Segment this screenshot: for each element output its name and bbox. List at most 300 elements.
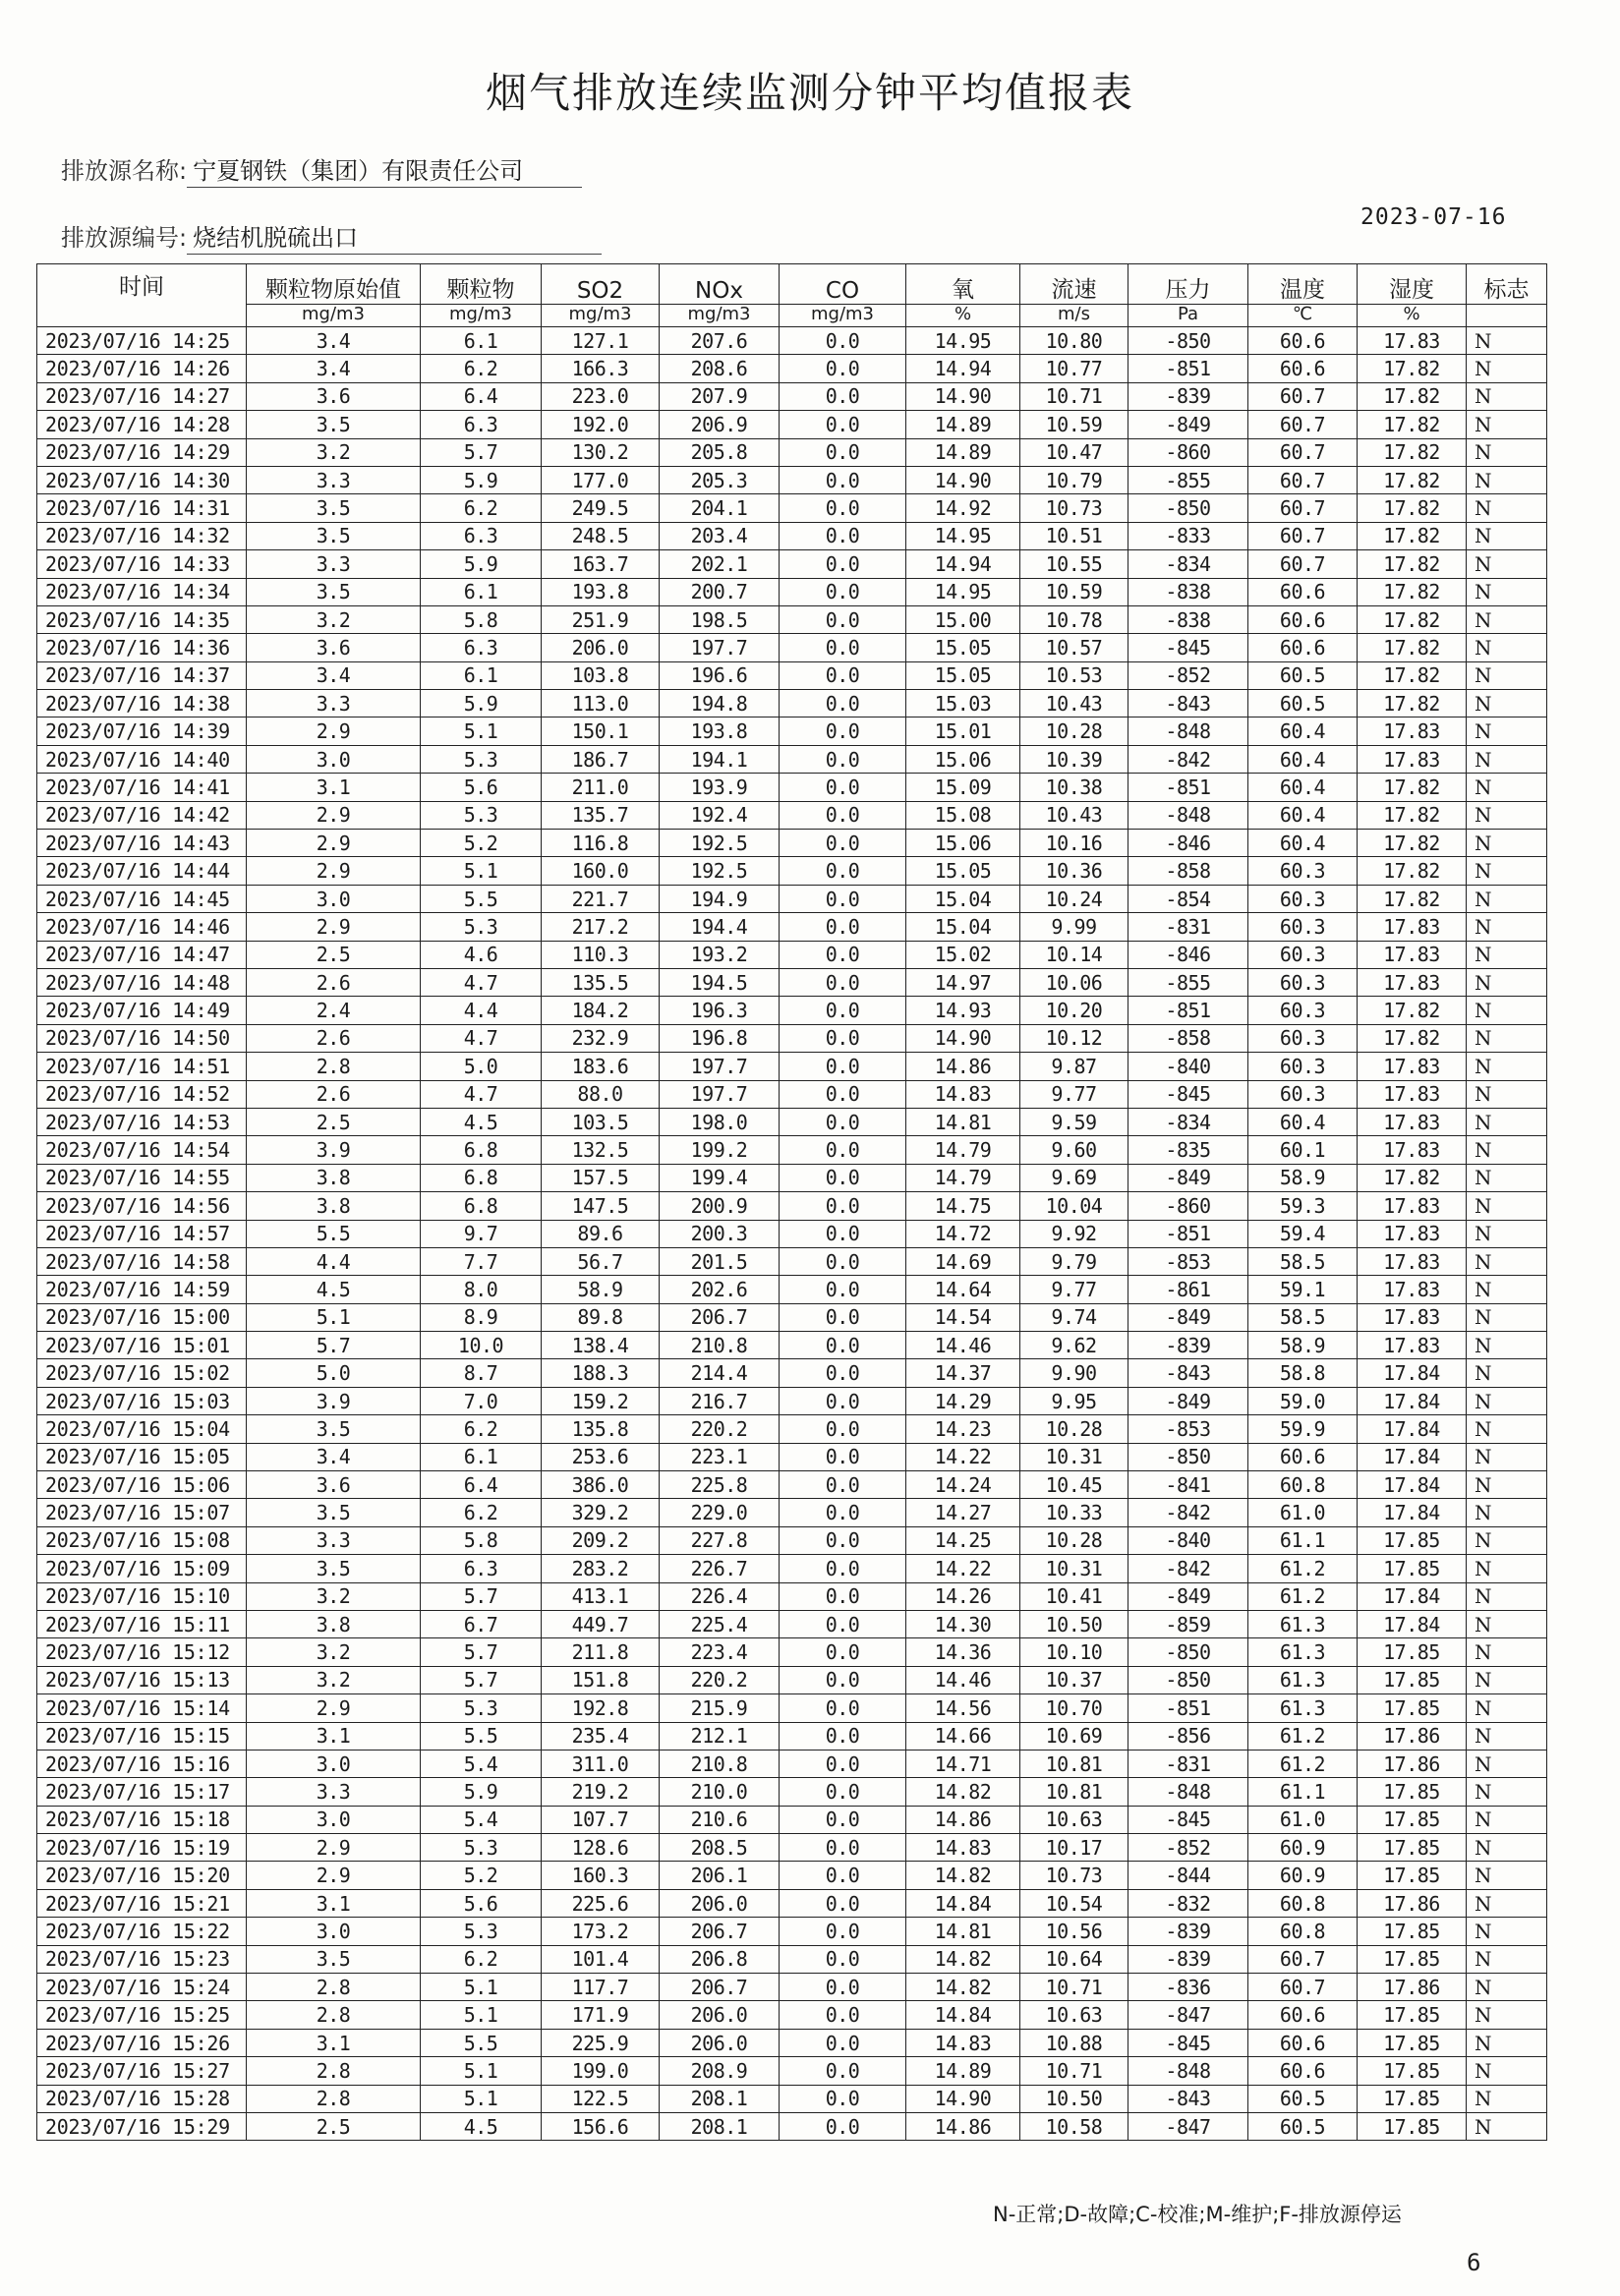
- value-cell: 60.4: [1248, 801, 1358, 829]
- flag-cell: N: [1467, 968, 1547, 996]
- value-cell: 223.4: [660, 1638, 780, 1666]
- value-cell: -839: [1128, 1332, 1248, 1359]
- value-cell: 60.1: [1248, 1136, 1358, 1164]
- value-cell: 192.0: [542, 411, 660, 438]
- value-cell: 194.8: [660, 690, 780, 718]
- value-cell: -834: [1128, 550, 1248, 578]
- value-cell: 3.2: [247, 1638, 421, 1666]
- value-cell: 248.5: [542, 522, 660, 549]
- value-cell: 61.2: [1248, 1722, 1358, 1750]
- value-cell: 5.1: [421, 2085, 542, 2112]
- time-cell: 2023/07/16 15:25: [37, 2001, 247, 2029]
- table-row: [37, 1778, 1547, 1806]
- value-cell: 10.04: [1020, 1192, 1128, 1220]
- value-cell: 17.84: [1358, 1415, 1467, 1443]
- value-cell: 202.6: [660, 1276, 780, 1303]
- value-cell: 17.83: [1358, 327, 1467, 355]
- value-cell: 10.39: [1020, 745, 1128, 773]
- value-cell: 386.0: [542, 1471, 660, 1499]
- table-row: [37, 885, 1547, 912]
- value-cell: 3.8: [247, 1164, 421, 1191]
- column-unit: %: [906, 305, 1020, 327]
- value-cell: 0.0: [780, 1415, 906, 1443]
- value-cell: 17.84: [1358, 1499, 1467, 1526]
- value-cell: 6.1: [421, 327, 542, 355]
- value-cell: 60.6: [1248, 605, 1358, 633]
- column-header: 湿度: [1358, 264, 1467, 305]
- value-cell: 10.58: [1020, 2113, 1128, 2141]
- value-cell: 17.82: [1358, 885, 1467, 912]
- value-cell: 17.85: [1358, 1778, 1467, 1806]
- value-cell: 202.1: [660, 550, 780, 578]
- value-cell: 4.5: [247, 1276, 421, 1303]
- value-cell: 2.8: [247, 1053, 421, 1080]
- value-cell: 3.4: [247, 355, 421, 382]
- flag-cell: N: [1467, 1024, 1547, 1052]
- value-cell: 14.83: [906, 1080, 1020, 1108]
- value-cell: 9.60: [1020, 1136, 1128, 1164]
- value-cell: 0.0: [780, 1834, 906, 1862]
- value-cell: 3.3: [247, 1778, 421, 1806]
- value-cell: 6.3: [421, 1555, 542, 1582]
- value-cell: 206.0: [660, 1889, 780, 1917]
- value-cell: 3.1: [247, 1722, 421, 1750]
- column-unit: mg/m3: [421, 305, 542, 327]
- value-cell: 159.2: [542, 1387, 660, 1414]
- value-cell: 10.71: [1020, 1974, 1128, 2001]
- value-cell: 10.28: [1020, 1526, 1128, 1554]
- value-cell: 60.6: [1248, 2029, 1358, 2056]
- time-cell: 2023/07/16 15:09: [37, 1555, 247, 1582]
- value-cell: 103.5: [542, 1108, 660, 1135]
- value-cell: 210.8: [660, 1332, 780, 1359]
- value-cell: 208.6: [660, 355, 780, 382]
- time-cell: 2023/07/16 14:58: [37, 1247, 247, 1275]
- value-cell: 208.5: [660, 1834, 780, 1862]
- value-cell: 194.1: [660, 745, 780, 773]
- value-cell: 132.5: [542, 1136, 660, 1164]
- source-name-field: [61, 151, 582, 188]
- value-cell: 206.7: [660, 1918, 780, 1945]
- value-cell: 0.0: [780, 2057, 906, 2085]
- value-cell: 14.82: [906, 1778, 1020, 1806]
- value-cell: 8.9: [421, 1303, 542, 1331]
- value-cell: 130.2: [542, 438, 660, 466]
- value-cell: 3.2: [247, 1666, 421, 1693]
- value-cell: 0.0: [780, 1778, 906, 1806]
- unit-row: [37, 305, 1547, 327]
- table-row: [37, 466, 1547, 493]
- value-cell: 59.3: [1248, 1192, 1358, 1220]
- table-row: [37, 1555, 1547, 1582]
- value-cell: 17.82: [1358, 830, 1467, 857]
- table-row: [37, 1974, 1547, 2001]
- time-cell: 2023/07/16 14:45: [37, 885, 247, 912]
- value-cell: 14.23: [906, 1415, 1020, 1443]
- value-cell: 17.82: [1358, 438, 1467, 466]
- table-row: [37, 1443, 1547, 1470]
- flag-cell: N: [1467, 1945, 1547, 1973]
- value-cell: 10.31: [1020, 1555, 1128, 1582]
- table-row: [37, 941, 1547, 968]
- value-cell: -838: [1128, 578, 1248, 605]
- table-row: [37, 1582, 1547, 1610]
- value-cell: 200.7: [660, 578, 780, 605]
- value-cell: 0.0: [780, 2029, 906, 2056]
- value-cell: 3.5: [247, 411, 421, 438]
- flag-cell: N: [1467, 1220, 1547, 1247]
- value-cell: 9.69: [1020, 1164, 1128, 1191]
- value-cell: 5.1: [421, 1974, 542, 2001]
- value-cell: 5.2: [421, 830, 542, 857]
- column-header: 流速: [1020, 264, 1128, 305]
- flag-cell: N: [1467, 578, 1547, 605]
- value-cell: 4.4: [421, 997, 542, 1024]
- value-cell: 201.5: [660, 1247, 780, 1275]
- value-cell: 186.7: [542, 745, 660, 773]
- value-cell: 5.7: [421, 438, 542, 466]
- flag-cell: N: [1467, 941, 1547, 968]
- page-number: 6: [1467, 2249, 1481, 2276]
- value-cell: -846: [1128, 830, 1248, 857]
- time-cell: 2023/07/16 14:38: [37, 690, 247, 718]
- flag-cell: N: [1467, 1889, 1547, 1917]
- value-cell: 14.27: [906, 1499, 1020, 1526]
- value-cell: -843: [1128, 690, 1248, 718]
- value-cell: -849: [1128, 1164, 1248, 1191]
- value-cell: 3.9: [247, 1387, 421, 1414]
- value-cell: 193.8: [660, 718, 780, 745]
- value-cell: 198.5: [660, 605, 780, 633]
- value-cell: 15.05: [906, 634, 1020, 661]
- value-cell: 0.0: [780, 1806, 906, 1833]
- value-cell: 60.3: [1248, 857, 1358, 885]
- value-cell: 6.8: [421, 1192, 542, 1220]
- value-cell: 14.95: [906, 327, 1020, 355]
- flag-cell: N: [1467, 1862, 1547, 1889]
- value-cell: -851: [1128, 774, 1248, 801]
- value-cell: 138.4: [542, 1332, 660, 1359]
- value-cell: 60.7: [1248, 1945, 1358, 1973]
- value-cell: 0.0: [780, 1471, 906, 1499]
- value-cell: 14.94: [906, 550, 1020, 578]
- value-cell: 14.93: [906, 997, 1020, 1024]
- value-cell: 3.0: [247, 885, 421, 912]
- value-cell: 2.9: [247, 1834, 421, 1862]
- value-cell: 6.1: [421, 661, 542, 689]
- value-cell: 0.0: [780, 2085, 906, 2112]
- value-cell: 2.9: [247, 913, 421, 941]
- value-cell: 10.38: [1020, 774, 1128, 801]
- value-cell: -853: [1128, 1247, 1248, 1275]
- value-cell: 6.3: [421, 522, 542, 549]
- table-row: [37, 578, 1547, 605]
- value-cell: 15.06: [906, 745, 1020, 773]
- value-cell: 61.2: [1248, 1582, 1358, 1610]
- value-cell: 10.41: [1020, 1582, 1128, 1610]
- value-cell: 5.1: [421, 718, 542, 745]
- value-cell: 0.0: [780, 1610, 906, 1637]
- value-cell: 116.8: [542, 830, 660, 857]
- value-cell: 17.82: [1358, 550, 1467, 578]
- value-cell: 60.9: [1248, 1834, 1358, 1862]
- value-cell: 60.4: [1248, 830, 1358, 857]
- value-cell: 59.1: [1248, 1276, 1358, 1303]
- value-cell: 5.1: [421, 2001, 542, 2029]
- value-cell: 215.9: [660, 1694, 780, 1722]
- value-cell: -835: [1128, 1136, 1248, 1164]
- value-cell: 14.69: [906, 1247, 1020, 1275]
- value-cell: 17.86: [1358, 1974, 1467, 2001]
- value-cell: 5.3: [421, 1694, 542, 1722]
- table-row: [37, 327, 1547, 355]
- value-cell: 3.5: [247, 1499, 421, 1526]
- value-cell: 60.6: [1248, 2057, 1358, 2085]
- value-cell: 58.9: [1248, 1332, 1358, 1359]
- time-cell: 2023/07/16 14:54: [37, 1136, 247, 1164]
- table-row: [37, 1638, 1547, 1666]
- value-cell: 14.89: [906, 2057, 1020, 2085]
- value-cell: 226.7: [660, 1555, 780, 1582]
- value-cell: 0.0: [780, 1359, 906, 1387]
- value-cell: 14.66: [906, 1722, 1020, 1750]
- time-cell: 2023/07/16 15:06: [37, 1471, 247, 1499]
- table-row: [37, 745, 1547, 773]
- value-cell: 60.3: [1248, 1024, 1358, 1052]
- value-cell: 0.0: [780, 355, 906, 382]
- value-cell: 17.82: [1358, 690, 1467, 718]
- value-cell: 0.0: [780, 578, 906, 605]
- value-cell: 14.82: [906, 1974, 1020, 2001]
- column-unit: mg/m3: [247, 305, 421, 327]
- value-cell: 204.1: [660, 494, 780, 522]
- value-cell: 14.94: [906, 355, 1020, 382]
- value-cell: 0.0: [780, 941, 906, 968]
- value-cell: 14.71: [906, 1750, 1020, 1777]
- value-cell: 6.1: [421, 1443, 542, 1470]
- value-cell: 0.0: [780, 690, 906, 718]
- value-cell: -850: [1128, 1666, 1248, 1693]
- value-cell: 10.54: [1020, 1889, 1128, 1917]
- value-cell: -848: [1128, 718, 1248, 745]
- value-cell: -848: [1128, 1778, 1248, 1806]
- value-cell: 3.1: [247, 2029, 421, 2056]
- value-cell: 60.6: [1248, 578, 1358, 605]
- time-cell: 2023/07/16 14:36: [37, 634, 247, 661]
- value-cell: 17.83: [1358, 1276, 1467, 1303]
- column-unit: [37, 305, 247, 327]
- value-cell: 3.8: [247, 1192, 421, 1220]
- value-cell: 14.79: [906, 1136, 1020, 1164]
- value-cell: 10.12: [1020, 1024, 1128, 1052]
- value-cell: 2.4: [247, 997, 421, 1024]
- value-cell: -831: [1128, 1750, 1248, 1777]
- flag-cell: N: [1467, 1778, 1547, 1806]
- value-cell: 17.85: [1358, 1666, 1467, 1693]
- source-name-value: 宁夏钢铁（集团）有限责任公司: [187, 151, 582, 188]
- time-cell: 2023/07/16 14:46: [37, 913, 247, 941]
- value-cell: 2.8: [247, 2085, 421, 2112]
- value-cell: 6.2: [421, 494, 542, 522]
- value-cell: -841: [1128, 1471, 1248, 1499]
- value-cell: -831: [1128, 913, 1248, 941]
- value-cell: 60.7: [1248, 550, 1358, 578]
- value-cell: 10.33: [1020, 1499, 1128, 1526]
- value-cell: 15.00: [906, 605, 1020, 633]
- value-cell: 17.83: [1358, 1332, 1467, 1359]
- table-row: [37, 1276, 1547, 1303]
- table-row: [37, 801, 1547, 829]
- value-cell: -852: [1128, 661, 1248, 689]
- value-cell: 0.0: [780, 885, 906, 912]
- value-cell: 135.5: [542, 968, 660, 996]
- value-cell: 10.51: [1020, 522, 1128, 549]
- flag-cell: N: [1467, 411, 1547, 438]
- value-cell: 60.3: [1248, 913, 1358, 941]
- value-cell: 17.82: [1358, 494, 1467, 522]
- value-cell: 0.0: [780, 1526, 906, 1554]
- table-row: [37, 2085, 1547, 2112]
- table-header: [37, 264, 1547, 327]
- time-cell: 2023/07/16 14:49: [37, 997, 247, 1024]
- value-cell: 147.5: [542, 1192, 660, 1220]
- value-cell: 14.79: [906, 1164, 1020, 1191]
- value-cell: 5.7: [421, 1582, 542, 1610]
- table-row: [37, 550, 1547, 578]
- value-cell: 192.5: [660, 857, 780, 885]
- value-cell: 10.64: [1020, 1945, 1128, 1973]
- value-cell: 206.0: [660, 2029, 780, 2056]
- value-cell: 14.30: [906, 1610, 1020, 1637]
- value-cell: 15.06: [906, 830, 1020, 857]
- value-cell: 56.7: [542, 1247, 660, 1275]
- value-cell: 15.04: [906, 913, 1020, 941]
- value-cell: -846: [1128, 941, 1248, 968]
- table-row: [37, 1694, 1547, 1722]
- value-cell: 14.90: [906, 1024, 1020, 1052]
- value-cell: 14.95: [906, 522, 1020, 549]
- time-cell: 2023/07/16 14:41: [37, 774, 247, 801]
- time-cell: 2023/07/16 15:16: [37, 1750, 247, 1777]
- value-cell: 17.83: [1358, 745, 1467, 773]
- column-header: CO: [780, 264, 906, 305]
- value-cell: 10.06: [1020, 968, 1128, 996]
- value-cell: 0.0: [780, 1974, 906, 2001]
- value-cell: 128.6: [542, 1834, 660, 1862]
- value-cell: 2.8: [247, 2001, 421, 2029]
- value-cell: 14.90: [906, 382, 1020, 410]
- value-cell: 10.24: [1020, 885, 1128, 912]
- time-cell: 2023/07/16 15:07: [37, 1499, 247, 1526]
- value-cell: 5.5: [421, 1722, 542, 1750]
- value-cell: 413.1: [542, 1582, 660, 1610]
- value-cell: 207.9: [660, 382, 780, 410]
- flag-cell: N: [1467, 1303, 1547, 1331]
- value-cell: 2.9: [247, 1862, 421, 1889]
- value-cell: 3.4: [247, 661, 421, 689]
- report-title: 烟气排放连续监测分钟平均值报表: [485, 69, 1134, 117]
- value-cell: 14.89: [906, 411, 1020, 438]
- time-cell: 2023/07/16 15:02: [37, 1359, 247, 1387]
- flag-cell: N: [1467, 1499, 1547, 1526]
- value-cell: 10.57: [1020, 634, 1128, 661]
- value-cell: 5.9: [421, 466, 542, 493]
- flag-cell: N: [1467, 1610, 1547, 1637]
- value-cell: 0.0: [780, 550, 906, 578]
- value-cell: -860: [1128, 438, 1248, 466]
- value-cell: 10.69: [1020, 1722, 1128, 1750]
- value-cell: 3.6: [247, 634, 421, 661]
- value-cell: 60.7: [1248, 411, 1358, 438]
- value-cell: 14.81: [906, 1918, 1020, 1945]
- value-cell: 205.3: [660, 466, 780, 493]
- value-cell: 135.7: [542, 801, 660, 829]
- value-cell: 10.73: [1020, 494, 1128, 522]
- table-row: [37, 1862, 1547, 1889]
- value-cell: 211.8: [542, 1638, 660, 1666]
- value-cell: 4.5: [421, 1108, 542, 1135]
- flag-cell: N: [1467, 1974, 1547, 2001]
- flag-cell: N: [1467, 522, 1547, 549]
- time-cell: 2023/07/16 15:00: [37, 1303, 247, 1331]
- value-cell: -849: [1128, 1303, 1248, 1331]
- column-header: SO2: [542, 264, 660, 305]
- value-cell: 61.0: [1248, 1499, 1358, 1526]
- table-row: [37, 1359, 1547, 1387]
- value-cell: 198.0: [660, 1108, 780, 1135]
- flag-cell: N: [1467, 1387, 1547, 1414]
- value-cell: 0.0: [780, 2001, 906, 2029]
- value-cell: 17.84: [1358, 1471, 1467, 1499]
- time-cell: 2023/07/16 14:25: [37, 327, 247, 355]
- flag-cell: N: [1467, 913, 1547, 941]
- table-row: [37, 1303, 1547, 1331]
- value-cell: 17.84: [1358, 1582, 1467, 1610]
- table-row: [37, 1387, 1547, 1414]
- value-cell: 194.5: [660, 968, 780, 996]
- value-cell: 17.82: [1358, 857, 1467, 885]
- value-cell: 14.72: [906, 1220, 1020, 1247]
- value-cell: 17.82: [1358, 1164, 1467, 1191]
- table-row: [37, 1834, 1547, 1862]
- table-row: [37, 830, 1547, 857]
- value-cell: 17.83: [1358, 1136, 1467, 1164]
- table-row: [37, 1499, 1547, 1526]
- value-cell: 17.82: [1358, 801, 1467, 829]
- value-cell: 219.2: [542, 1778, 660, 1806]
- time-cell: 2023/07/16 14:29: [37, 438, 247, 466]
- value-cell: 17.85: [1358, 1918, 1467, 1945]
- value-cell: 60.3: [1248, 941, 1358, 968]
- column-header: 颗粒物原始值: [247, 264, 421, 305]
- flag-cell: N: [1467, 1638, 1547, 1666]
- flag-cell: N: [1467, 1053, 1547, 1080]
- value-cell: 14.56: [906, 1694, 1020, 1722]
- value-cell: 5.3: [421, 745, 542, 773]
- value-cell: 59.4: [1248, 1220, 1358, 1247]
- value-cell: 5.9: [421, 690, 542, 718]
- value-cell: 60.7: [1248, 438, 1358, 466]
- value-cell: -847: [1128, 2001, 1248, 2029]
- value-cell: 15.04: [906, 885, 1020, 912]
- value-cell: 59.9: [1248, 1415, 1358, 1443]
- value-cell: 17.83: [1358, 913, 1467, 941]
- flag-cell: N: [1467, 2085, 1547, 2112]
- value-cell: 15.08: [906, 801, 1020, 829]
- value-cell: 10.73: [1020, 1862, 1128, 1889]
- value-cell: 9.77: [1020, 1080, 1128, 1108]
- value-cell: 17.83: [1358, 1080, 1467, 1108]
